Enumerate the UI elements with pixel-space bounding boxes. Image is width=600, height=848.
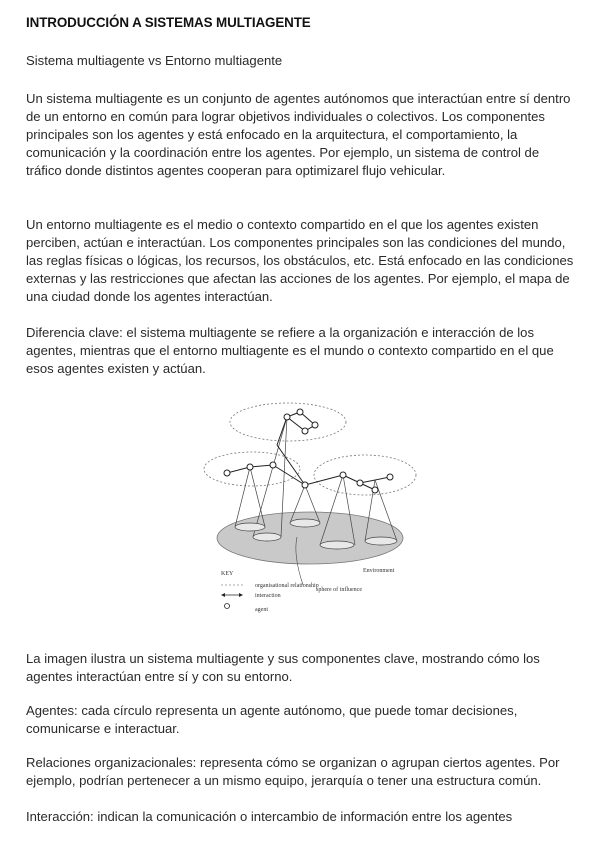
agent-node (357, 480, 363, 486)
paragraph-sistema: Un sistema multiagente es un conjunto de agentes autónomos que interactúan entre sí dentro de un entorno en común para lograr objetivos individuales o colectivos. Los componentes principales son los agentes y está enfocado en la arquitectura, el comportamiento, la comunicación y la coordinación entre los agentes. Por ejemplo, un sistema de control de tráfico donde distintos agentes cooperan para optimizarel flujo vehicular. (26, 91, 571, 178)
document-title: INTRODUCCIÓN A SISTEMAS MULTIAGENTE (26, 15, 311, 30)
multiagent-system-figure (185, 395, 425, 620)
agent-node (247, 464, 253, 470)
key-org-label: organisational relationship (255, 583, 319, 589)
agent-node (302, 482, 308, 488)
key-agent-label: agent (255, 607, 268, 613)
key-interaction-label: interaction (255, 593, 281, 599)
environment-label: Environment (363, 568, 395, 574)
agent-node (284, 414, 290, 420)
agent-node (302, 428, 308, 434)
paragraph-diferencia: Diferencia clave: el sistema multiagente se refiere a la organización e interacción de los agentes, mientras que el entorno multiagente es el mundo o contexto compartido en el que esos agentes existen y actúan. (26, 325, 554, 376)
paragraph-relaciones: Relaciones organizacionales: representa cómo se organizan o agrupan ciertos agentes. Por ejemplo, podrían pertenecer a un mismo equipo, jerarquía o tener una estructura común. (26, 755, 560, 788)
agent-node (372, 487, 378, 493)
paragraph-agentes: Agentes: cada círculo representa un agente autónomo, que puede tomar decisiones, comunicarse e interactuar. (26, 703, 518, 736)
agent-node (340, 472, 346, 478)
agents (224, 409, 393, 493)
organisation-ellipse-right (314, 455, 416, 495)
agent-node (270, 462, 276, 468)
key-agent-swatch (225, 604, 230, 609)
agent-node (224, 470, 230, 476)
paragraph-imagen: La imagen ilustra un sistema multiagente y sus componentes clave, mostrando cómo los agentes interactúan entre sí y con su entorno. (26, 651, 540, 684)
paragraph-entorno: Un entorno multiagente es el medio o contexto compartido en el que los agentes existen perciben, actúan e interactúan. Los componentes principales son las condiciones del mundo, las reglas físicas o lógicas, los recursos, los obstáculos, etc. Está enfocado en las condiciones externas y las restricciones que afectan las acciones de los agentes. Por ejemplo, el mapa de una ciudad donde los agentes interactúan. (26, 217, 574, 304)
organisation-ellipse-top (230, 403, 346, 441)
key-title: KEY (221, 571, 234, 577)
document-subtitle: Sistema multiagente vs Entorno multiagente (26, 53, 283, 68)
agent-node (312, 422, 318, 428)
interaction-lines (227, 412, 390, 490)
agent-node (387, 474, 393, 480)
sphere-of-influence-label: sphere of influence (316, 587, 362, 593)
agent-node (297, 409, 303, 415)
paragraph-interaccion: Interacción: indican la comunicación o intercambio de información entre los agentes (26, 809, 513, 824)
multiagent-diagram (185, 395, 425, 620)
